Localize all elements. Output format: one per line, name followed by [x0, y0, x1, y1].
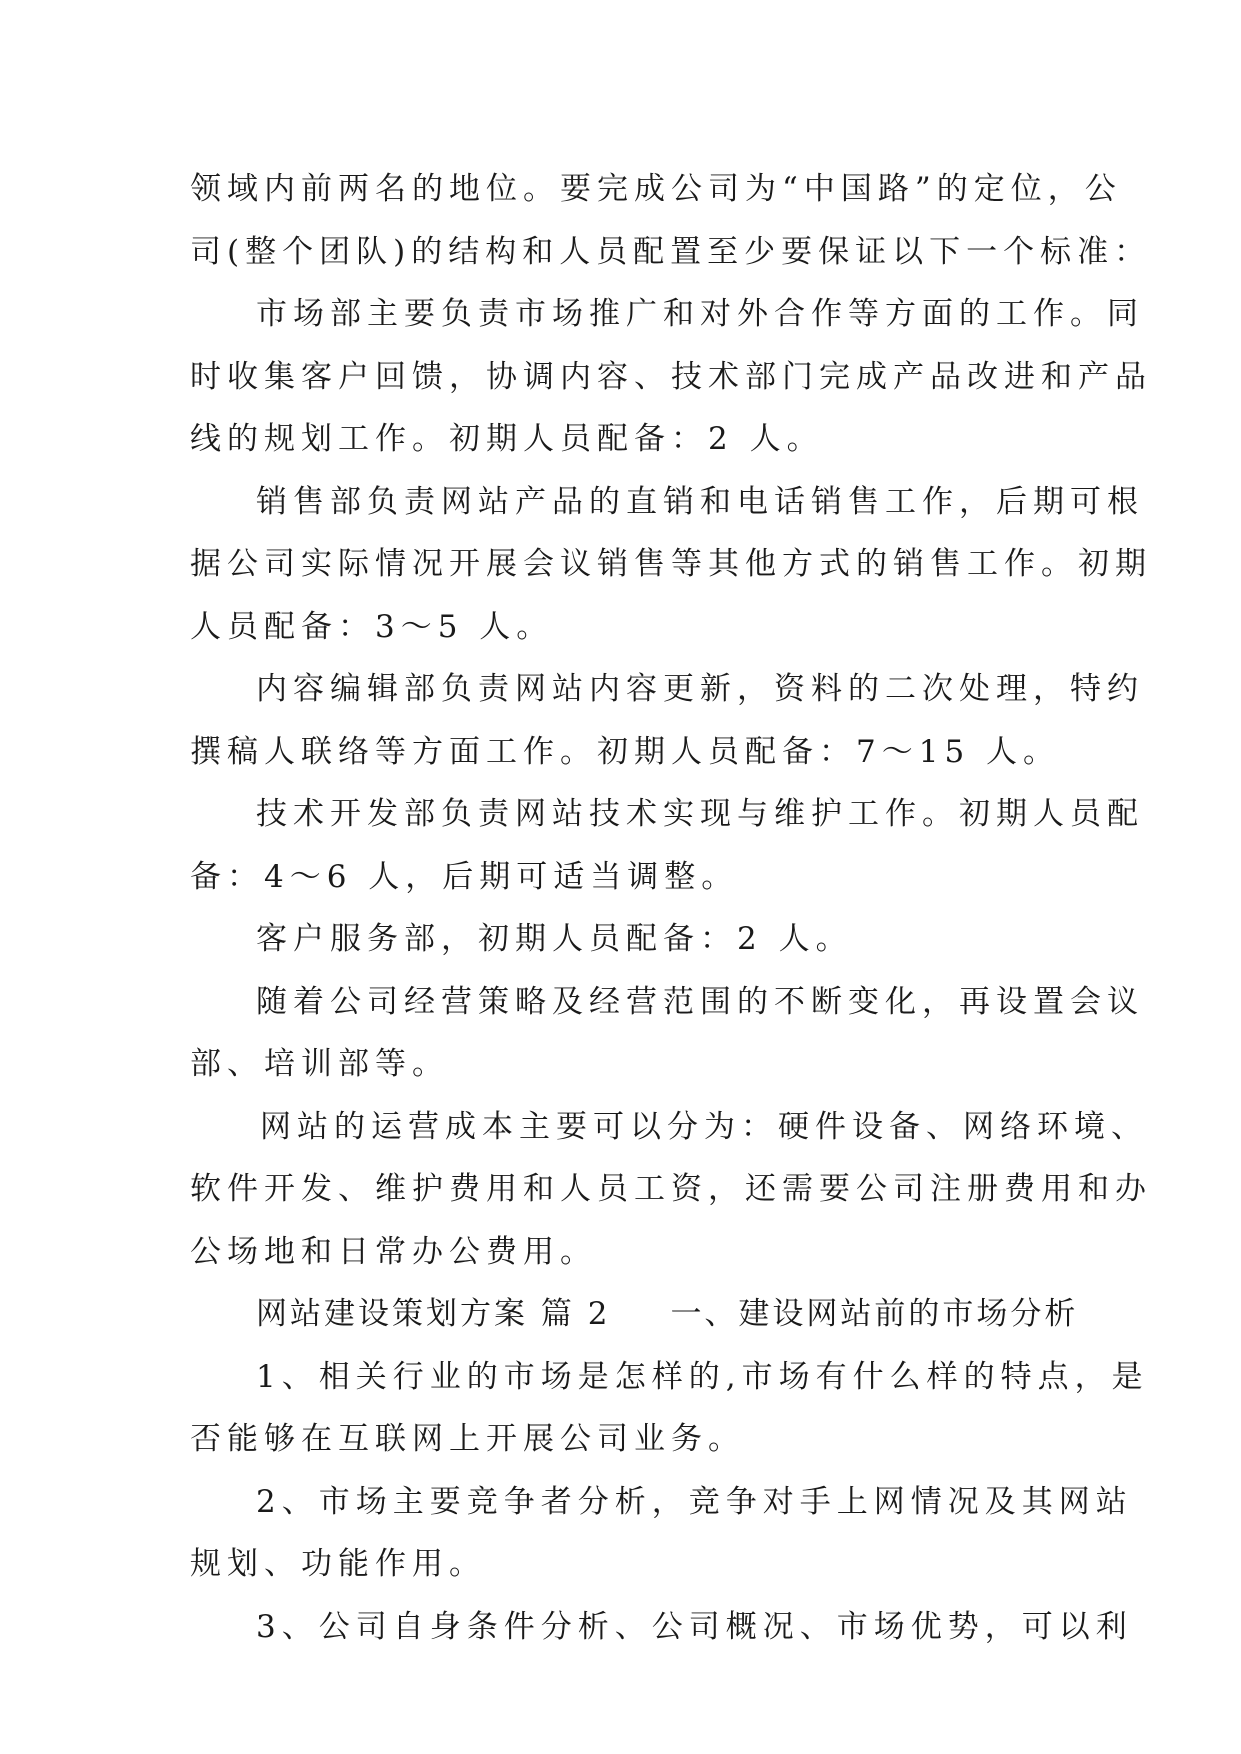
text-line: 部、培训部等。	[190, 1046, 449, 1082]
paragraph-start: 客户服务部，初期人员配备：2 人。	[256, 921, 853, 957]
paragraph-start: 销售部负责网站产品的直销和电话销售工作，后期可根	[256, 483, 1144, 520]
section-heading-left: 网站建设策划方案 篇 2	[256, 1296, 611, 1332]
text-line: 公场地和日常办公费用。	[190, 1233, 597, 1270]
text-line: 领域内前两名的地位。要完成公司为“中国路”的定位，公	[190, 171, 1122, 207]
text-line: 据公司实际情况开展会议销售等其他方式的销售工作。初期	[190, 546, 1152, 582]
paragraph-start: 内容编辑部负责网站内容更新，资料的二次处理，特约	[256, 671, 1144, 707]
section-heading-line	[190, 1283, 1079, 1346]
text-line: 备：4～6 人，后期可适当调整。	[190, 858, 739, 895]
paragraph-start: 网站的运营成本主要可以分为：硬件设备、网络环境、	[260, 1108, 1148, 1145]
body-text	[190, 158, 1152, 1658]
text-line: 撰稿人联络等方面工作。初期人员配备：7～15 人。	[190, 733, 1061, 770]
text-line: 司(整个团队)的结构和人员配置至少要保证以下一个标准：	[190, 233, 1152, 270]
paragraph-start: 3、公司自身条件分析、公司概况、市场优势，可以利	[256, 1608, 1133, 1645]
paragraph-start: 技术开发部负责网站技术实现与维护工作。初期人员配	[256, 796, 1144, 832]
text-line: 线的规划工作。初期人员配备：2 人。	[190, 421, 824, 457]
paragraph-start: 2、市场主要竞争者分析，竞争对手上网情况及其网站	[256, 1483, 1133, 1520]
paragraph-start: 1、相关行业的市场是怎样的,市场有什么样的特点，是	[256, 1358, 1149, 1395]
text-line: 软件开发、维护费用和人员工资，还需要公司注册费用和办	[190, 1171, 1152, 1207]
paragraph-start: 随着公司经营策略及经营范围的不断变化，再设置会议	[256, 983, 1144, 1020]
text-line: 规划、功能作用。	[190, 1546, 486, 1582]
section-heading-right: 一、建设网站前的市场分析	[670, 1296, 1079, 1332]
paragraph-start: 市场部主要负责市场推广和对外合作等方面的工作。同	[256, 296, 1144, 332]
text-line: 时收集客户回馈，协调内容、技术部门完成产品改进和产品	[190, 358, 1152, 395]
text-line: 人员配备：3～5 人。	[190, 608, 554, 645]
text-line: 否能够在互联网上开展公司业务。	[190, 1421, 745, 1457]
